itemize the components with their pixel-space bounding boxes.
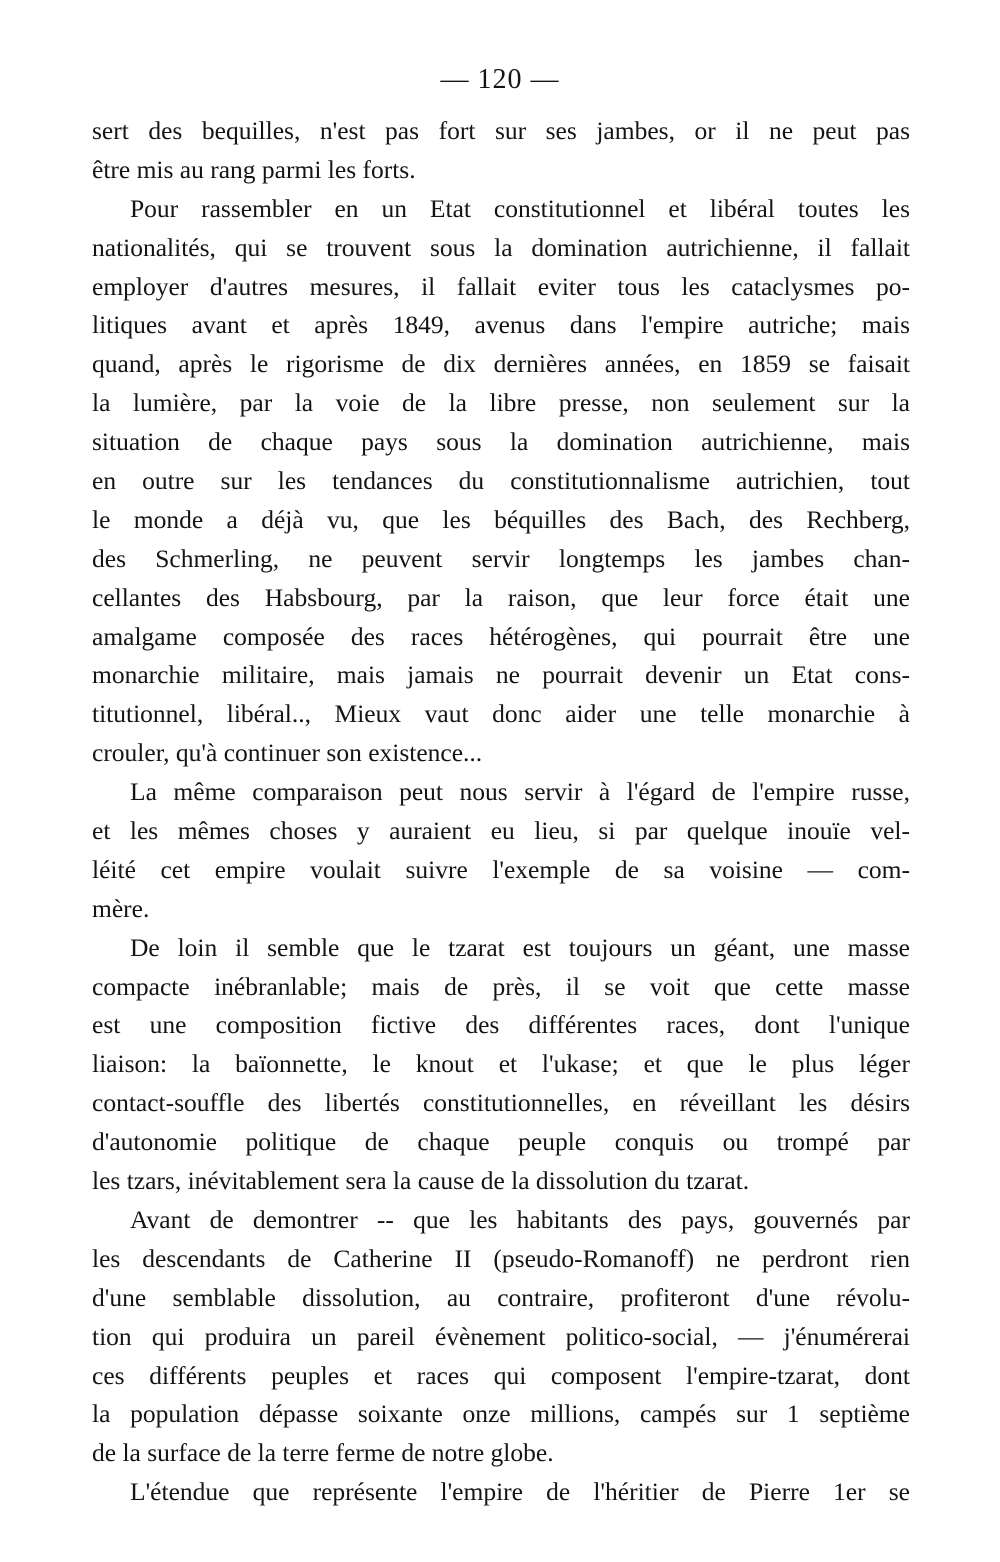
text-line: ces différents peuples et races qui composent l'empire-tzarat, dont — [92, 1360, 910, 1390]
text-line: amalgame composée des races hétérogènes, qui pourrait être une — [92, 621, 910, 651]
text-line: des Schmerling, ne peuvent servir longtemps les jambes chan- — [92, 543, 910, 573]
text-line: d'une semblable dissolution, au contraire, profiteront d'une révolu- — [92, 1282, 910, 1312]
text-line: monarchie militaire, mais jamais ne pourrait devenir un Etat cons- — [92, 660, 910, 690]
text-line: la population dépasse soixante onze millions, campés sur 1 septième — [92, 1399, 910, 1429]
text-line: les tzars, inévitablement sera la cause de la dissolution du tzarat. — [92, 1166, 750, 1196]
text-line: nationalités, qui se trouvent sous la domination autrichienne, il fallait — [92, 232, 910, 262]
text-line: les descendants de Catherine II (pseudo-Romanoff) ne perdront rien — [92, 1243, 910, 1273]
text-line: cellantes des Habsbourg, par la raison, que leur force était une — [92, 582, 910, 612]
text-line: mère. — [92, 893, 150, 923]
text-line: être mis au rang parmi les forts. — [92, 154, 416, 184]
text-line: Avant de demontrer -- que les habitants des pays, gouvernés par — [130, 1204, 910, 1234]
text-line: quand, après le rigorisme de dix dernières années, en 1859 se faisait — [92, 349, 910, 379]
text-line: La même comparaison peut nous servir à l'égard de l'empire russe, — [130, 777, 910, 807]
paragraph — [92, 929, 910, 1201]
text-line: la lumière, par la voie de la libre presse, non seulement sur la — [92, 388, 910, 418]
text-line: est une composition fictive des différentes races, dont l'unique — [92, 1010, 910, 1040]
text-line: léité cet empire voulait suivre l'exemple de sa voisine — com- — [92, 854, 910, 884]
paragraph — [92, 1473, 910, 1512]
body-text — [92, 112, 910, 1512]
page-number: — 120 — — [440, 64, 560, 95]
paragraph — [92, 112, 910, 190]
text-line: liaison: la baïonnette, le knout et l'ukase; et que le plus léger — [92, 1049, 910, 1079]
text-line: L'étendue que représente l'empire de l'héritier de Pierre 1er se — [130, 1477, 910, 1507]
text-line: situation de chaque pays sous la domination autrichienne, mais — [92, 427, 910, 457]
text-line: de la surface de la terre ferme de notre globe. — [92, 1438, 554, 1468]
text-line: Pour rassembler en un Etat constitutionnel et libéral toutes les — [130, 193, 910, 223]
text-line: le monde a déjà vu, que les béquilles des Bach, des Rechberg, — [92, 504, 910, 534]
text-line: crouler, qu'à continuer son existence... — [92, 738, 483, 768]
text-line: et les mêmes choses y auraient eu lieu, si par quelque inouïe vel- — [92, 816, 910, 846]
text-line: d'autonomie politique de chaque peuple conquis ou trompé par — [92, 1127, 910, 1157]
paragraph — [92, 1201, 910, 1473]
text-line: sert des bequilles, n'est pas fort sur ses jambes, or il ne peut pas — [92, 116, 910, 145]
text-line: en outre sur les tendances du constitutionnalisme autrichien, tout — [92, 466, 910, 496]
text-line: compacte inébranlable; mais de près, il se voit que cette masse — [92, 971, 910, 1001]
paragraph — [92, 773, 910, 929]
text-line: tion qui produira un pareil évènement politico-social, — j'énumérerai — [92, 1321, 910, 1351]
text-line: De loin il semble que le tzarat est toujours un géant, une masse — [130, 932, 910, 962]
text-line: titutionnel, libéral.., Mieux vaut donc aider une telle monarchie à — [92, 699, 910, 729]
text-line: employer d'autres mesures, il fallait eviter tous les cataclysmes po- — [92, 271, 910, 301]
paragraph — [92, 190, 910, 773]
text-line: litiques avant et après 1849, avenus dans l'empire autriche; mais — [92, 310, 910, 340]
text-line: contact-souffle des libertés constitutionnelles, en réveillant les désirs — [92, 1088, 910, 1118]
